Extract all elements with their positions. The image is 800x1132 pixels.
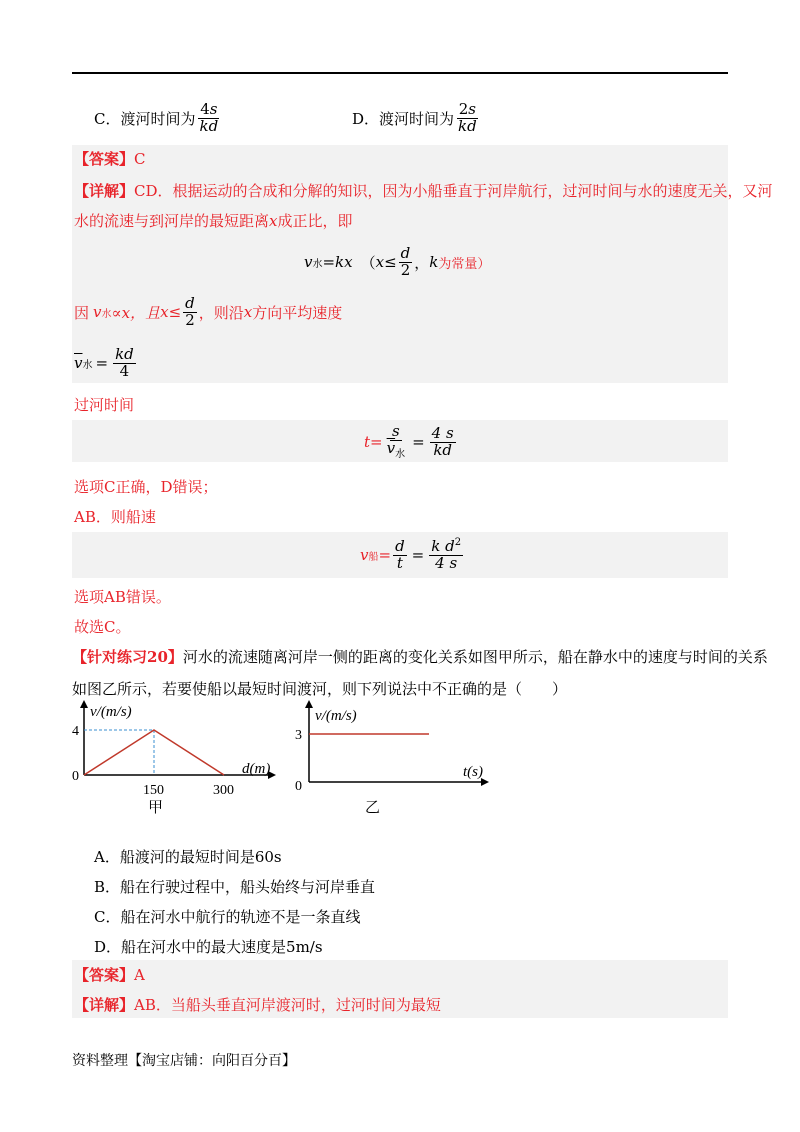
option-d bbox=[352, 98, 481, 138]
chart-yi-title: 乙 bbox=[365, 800, 381, 816]
answer-2: 【答案】A bbox=[74, 966, 145, 984]
detail-1-line-2: 水的流速与到河岸的最短距离x成正比，即 bbox=[74, 212, 353, 230]
chart-yi bbox=[295, 700, 495, 826]
text-crossing-time: 过河时间 bbox=[74, 396, 135, 414]
equation-velocity-water: v 水 =kx （ x ≤ $\frac{d}{2}$ ， k 为常量） bbox=[304, 243, 491, 279]
answer-1: 【答案】C bbox=[74, 150, 146, 168]
chart-yi-y-arrow bbox=[305, 700, 313, 708]
header-rule bbox=[72, 72, 728, 74]
text-choose-c: 故选C。 bbox=[74, 618, 131, 636]
chart-jia-xtick-300: 300 bbox=[213, 783, 234, 798]
chart-jia-xtick-150: 150 bbox=[143, 783, 164, 798]
equation-average-velocity: $\overline{v}$ 水 = $\frac{kd}{4}$ bbox=[74, 344, 134, 380]
choice-d: D．船在河水中的最大速度是5m/s bbox=[94, 938, 323, 956]
chart-jia-ytick-4: 4 bbox=[72, 724, 79, 739]
detail-1-line-1: 【详解】CD．根据运动的合成和分解的知识，因为小船垂直于河岸航行，过河时间与水的速度无关，又河 bbox=[74, 182, 773, 200]
option-d-text: D．渡河时间为 bbox=[352, 109, 455, 128]
footer-source: 资料整理【淘宝店铺：向阳百分百】 bbox=[72, 1053, 296, 1069]
text-ab-boat-speed: AB．则船速 bbox=[74, 508, 156, 526]
exercise-20-line-2: 如图乙所示，若要使船以最短时间渡河，则下列说法中不正确的是（ ） bbox=[72, 680, 568, 698]
choice-c: C．船在河水中航行的轨迹不是一条直线 bbox=[94, 908, 361, 926]
chart-yi-xlabel: t(s) bbox=[463, 764, 483, 780]
chart-yi-ylabel: v/(m/s) bbox=[315, 708, 357, 724]
option-d-fraction: $\frac{2s}{kd}$ bbox=[458, 99, 477, 135]
exercise-20-line-1: 【针对练习20】河水的流速随离河岸一侧的距离的变化关系如图甲所示，船在静水中的速度与时间的关系 bbox=[72, 648, 768, 666]
chart-yi-ytick-3: 3 bbox=[295, 728, 302, 743]
option-c bbox=[94, 98, 222, 138]
option-c-fraction: $\frac{4s}{kd}$ bbox=[199, 99, 219, 135]
detail-2: 【详解】AB．当船头垂直河岸渡河时，过河时间为最短 bbox=[74, 996, 441, 1014]
text-ab-wrong: 选项AB错误。 bbox=[74, 588, 171, 606]
chart-jia-origin: 0 bbox=[72, 769, 79, 784]
chart-yi-origin: 0 bbox=[295, 779, 302, 794]
chart-jia-ylabel: v/(m/s) bbox=[90, 704, 132, 720]
chart-jia bbox=[70, 700, 290, 826]
equation-boat-speed: v 船 = $\frac{d}{t}$ = $\frac{k d^2}{4 s}$ bbox=[360, 536, 462, 572]
choice-b: B．船在行驶过程中，船头始终与河岸垂直 bbox=[94, 878, 376, 896]
option-c-text: C．渡河时间为 bbox=[94, 109, 196, 128]
chart-jia-xlabel: d(m) bbox=[242, 761, 271, 777]
text-c-correct: 选项C正确，D错误； bbox=[74, 478, 218, 496]
choice-a: A．船渡河的最短时间是60s bbox=[94, 848, 282, 866]
equation-crossing-time: t = $\frac{s}{\overline{v}_水}$ = $\frac{4 s}{kd}$ bbox=[364, 421, 454, 460]
chart-jia-y-arrow bbox=[80, 700, 88, 708]
chart-jia-title: 甲 bbox=[148, 800, 164, 816]
detail-1-proportional: 因 v 水 ∝x，且 x ≤ $\frac{d}{2}$ ，则沿 x 方向平均速度 bbox=[74, 293, 343, 329]
